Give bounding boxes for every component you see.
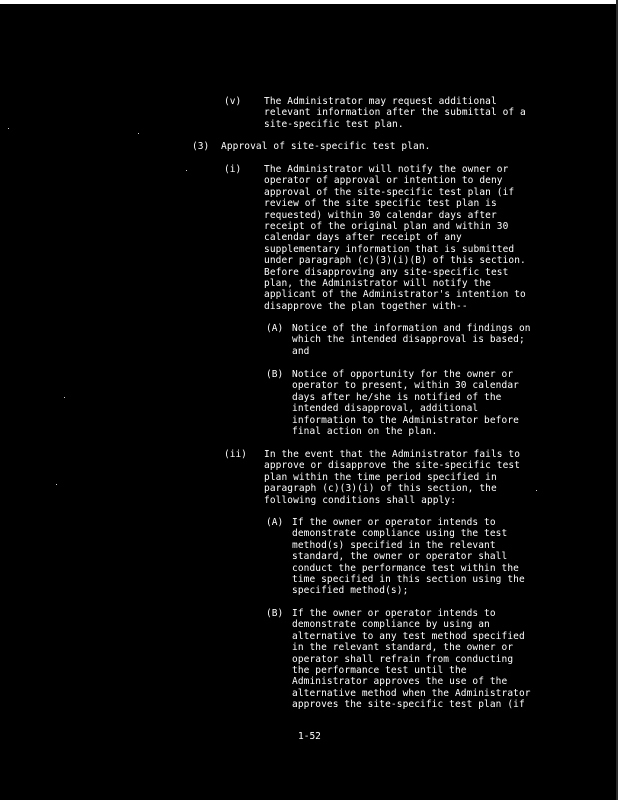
- page-number: 1-52: [298, 731, 321, 742]
- item-i-a-label: (A): [266, 323, 284, 334]
- item-i-b-label: (B): [266, 369, 284, 380]
- item-i-label: (i): [224, 164, 242, 175]
- item-ii-a-label: (A): [266, 517, 284, 528]
- item-v-text: The Administrator may request additional relevant information after the submittal of a site-specific test plan.: [264, 96, 526, 130]
- scan-speck: [8, 128, 9, 129]
- section-3-label: (3): [192, 141, 210, 152]
- item-ii-b-text: If the owner or operator intends to demonstrate compliance by using an alternative to any test method specified in the relevant standard, the owner or operator shall refrain from conducting the performance test until the Administrator approves the use of the alternative method when the Administrator approves the site-specific test plan (if: [292, 608, 531, 711]
- page-top-border: [0, 0, 618, 4]
- item-i-b-text: Notice of opportunity for the owner or operator to present, within 30 calendar days after he/she is notified of the intended disapproval, additional information to the Administrator before final action on the plan.: [292, 369, 519, 438]
- item-i-a-text: Notice of the information and findings on which the intended disapproval is based; and: [292, 323, 531, 357]
- scan-speck: [186, 170, 187, 171]
- section-3-heading: Approval of site-specific test plan.: [221, 141, 431, 152]
- scan-speck: [56, 484, 57, 485]
- item-i-text: The Administrator will notify the owner or operator of approval or intention to deny approval of the site-specific test plan (if review of the site specific test plan is requested) within 30 calendar days after receipt of the original plan and within 30 calendar days after receipt of any supplementary information that is submitted under paragraph (c)(3)(i)(B) of this section. Before disapproving any site-specific test plan, the Administrator will notify the applicant of the Administrator's intention to disapprove the plan together with--: [264, 164, 526, 312]
- item-ii-b-label: (B): [266, 608, 284, 619]
- scan-speck: [64, 397, 65, 398]
- item-ii-text: In the event that the Administrator fails to approve or disapprove the site-specific test plan within the time period specified in paragraph (c)(3)(i) of this section, the following conditions shall apply:: [264, 449, 521, 506]
- item-ii-a-text: If the owner or operator intends to demonstrate compliance using the test method(s) specified in the relevant standard, the owner or operator shall conduct the performance test within the time specified in this section using the specified method(s);: [292, 517, 525, 597]
- item-ii-label: (ii): [224, 449, 247, 460]
- scan-speck: [138, 133, 139, 134]
- item-v-label: (v): [224, 96, 242, 107]
